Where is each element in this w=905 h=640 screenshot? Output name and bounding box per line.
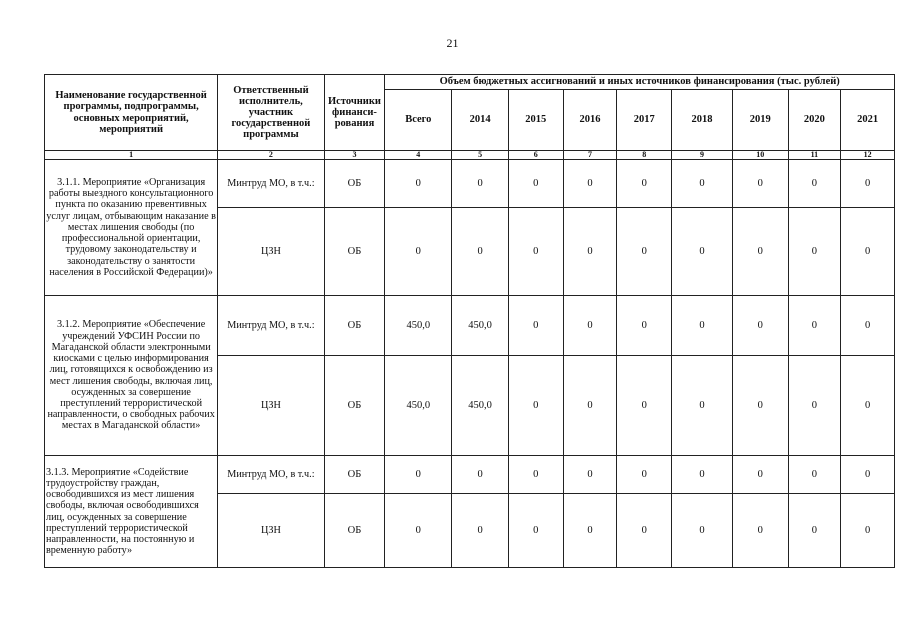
total-value-cell: 0 <box>385 160 452 208</box>
year-value-cell: 0 <box>841 456 895 494</box>
year-value-cell: 0 <box>452 208 509 296</box>
year-value-cell: 0 <box>841 208 895 296</box>
year-value-cell: 0 <box>452 494 509 568</box>
year-value-cell: 0 <box>508 296 563 356</box>
source-cell: ОБ <box>324 494 385 568</box>
year-value-cell: 0 <box>732 356 788 456</box>
column-number-row <box>45 151 895 160</box>
column-number: 10 <box>732 151 788 160</box>
column-number: 5 <box>452 151 509 160</box>
year-value-cell: 0 <box>563 494 617 568</box>
activity-name: 3.1.1. Мероприятие «Организация работы выездного консультационного пункта по оказанию превентивных услуг лицам, отбывающим наказание в местах лишения свободы (по профессиональной ориентации, трудовому законодательству и законодательству о занятости населения в Российской Федерации)» <box>45 160 218 296</box>
year-value-cell: 0 <box>841 296 895 356</box>
responsible-cell: Минтруд МО, в т.ч.: <box>218 456 324 494</box>
column-number: 8 <box>617 151 672 160</box>
year-value-cell: 0 <box>788 208 841 296</box>
year-value-cell: 0 <box>617 208 672 296</box>
column-number: 1 <box>45 151 218 160</box>
total-value-cell: 0 <box>385 208 452 296</box>
year-value-cell: 0 <box>672 456 733 494</box>
year-value-cell: 0 <box>841 356 895 456</box>
header-year: 2020 <box>788 90 841 151</box>
column-number: 11 <box>788 151 841 160</box>
year-value-cell: 0 <box>788 456 841 494</box>
year-value-cell: 0 <box>617 356 672 456</box>
year-value-cell: 0 <box>788 356 841 456</box>
responsible-cell: Минтруд МО, в т.ч.: <box>218 296 324 356</box>
year-value-cell: 0 <box>452 456 509 494</box>
year-value-cell: 0 <box>563 296 617 356</box>
year-value-cell: 0 <box>788 494 841 568</box>
year-value-cell: 450,0 <box>452 356 509 456</box>
header-name: Наименование государственной программы, подпрограммы, основных мероприятий, мероприятий <box>45 75 218 151</box>
source-cell: ОБ <box>324 160 385 208</box>
total-value-cell: 450,0 <box>385 296 452 356</box>
table-row <box>45 160 895 208</box>
header-responsible: Ответственный исполнитель, участник государственной программы <box>218 75 324 151</box>
column-number: 12 <box>841 151 895 160</box>
year-value-cell: 0 <box>617 494 672 568</box>
year-value-cell: 0 <box>508 494 563 568</box>
header-year: 2015 <box>508 90 563 151</box>
table-row <box>45 456 895 494</box>
responsible-cell: ЦЗН <box>218 494 324 568</box>
column-number: 7 <box>563 151 617 160</box>
year-value-cell: 0 <box>617 296 672 356</box>
year-value-cell: 0 <box>508 160 563 208</box>
page-number: 21 <box>446 36 459 50</box>
year-value-cell: 0 <box>508 356 563 456</box>
source-cell: ОБ <box>324 296 385 356</box>
year-value-cell: 0 <box>672 160 733 208</box>
year-value-cell: 0 <box>732 160 788 208</box>
year-value-cell: 0 <box>788 296 841 356</box>
header-year: 2018 <box>672 90 733 151</box>
source-cell: ОБ <box>324 456 385 494</box>
total-value-cell: 450,0 <box>385 356 452 456</box>
column-number: 3 <box>324 151 385 160</box>
header-year: 2016 <box>563 90 617 151</box>
total-value-cell: 0 <box>385 494 452 568</box>
column-number: 2 <box>218 151 324 160</box>
year-value-cell: 0 <box>563 208 617 296</box>
activity-name: 3.1.3. Мероприятие «Содействие трудоустройству граждан, освободившихся из мест лишения свободы, включая освободившихся лиц, осужденных за совершение преступлений террористической направленности, на постоянную и временную работу» <box>45 456 218 568</box>
header-year: 2021 <box>841 90 895 151</box>
year-value-cell: 0 <box>452 160 509 208</box>
year-value-cell: 0 <box>617 160 672 208</box>
year-value-cell: 0 <box>508 456 563 494</box>
responsible-cell: ЦЗН <box>218 208 324 296</box>
year-value-cell: 0 <box>732 296 788 356</box>
header-budget-group: Объем бюджетных ассигнований и иных источников финансирования (тыс. рублей) <box>385 75 895 90</box>
responsible-cell: ЦЗН <box>218 356 324 456</box>
total-value-cell: 0 <box>385 456 452 494</box>
year-value-cell: 0 <box>563 456 617 494</box>
year-value-cell: 450,0 <box>452 296 509 356</box>
header-year: 2014 <box>452 90 509 151</box>
year-value-cell: 0 <box>563 356 617 456</box>
source-cell: ОБ <box>324 208 385 296</box>
table-row <box>45 296 895 356</box>
header-year: 2017 <box>617 90 672 151</box>
year-value-cell: 0 <box>841 160 895 208</box>
year-value-cell: 0 <box>841 494 895 568</box>
activity-name: 3.1.2. Мероприятие «Обеспечение учреждений УФСИН России по Магаданской области электронными киосками с целью информирования лиц, готовящихся к освобождению из мест лишения свободы, включая лиц, осужденных за совершение преступлений террористической направленности, о свободных рабочих местах в Магаданской области» <box>45 296 218 456</box>
year-value-cell: 0 <box>672 356 733 456</box>
header-source: Источники финанси-рования <box>324 75 385 151</box>
column-number: 9 <box>672 151 733 160</box>
budget-table <box>44 74 895 568</box>
year-value-cell: 0 <box>732 456 788 494</box>
year-value-cell: 0 <box>672 296 733 356</box>
year-value-cell: 0 <box>672 208 733 296</box>
header-year: 2019 <box>732 90 788 151</box>
year-value-cell: 0 <box>508 208 563 296</box>
year-value-cell: 0 <box>732 208 788 296</box>
column-number: 4 <box>385 151 452 160</box>
header-total: Всего <box>385 90 452 151</box>
year-value-cell: 0 <box>732 494 788 568</box>
column-number: 6 <box>508 151 563 160</box>
year-value-cell: 0 <box>563 160 617 208</box>
responsible-cell: Минтруд МО, в т.ч.: <box>218 160 324 208</box>
source-cell: ОБ <box>324 356 385 456</box>
year-value-cell: 0 <box>672 494 733 568</box>
year-value-cell: 0 <box>617 456 672 494</box>
year-value-cell: 0 <box>788 160 841 208</box>
